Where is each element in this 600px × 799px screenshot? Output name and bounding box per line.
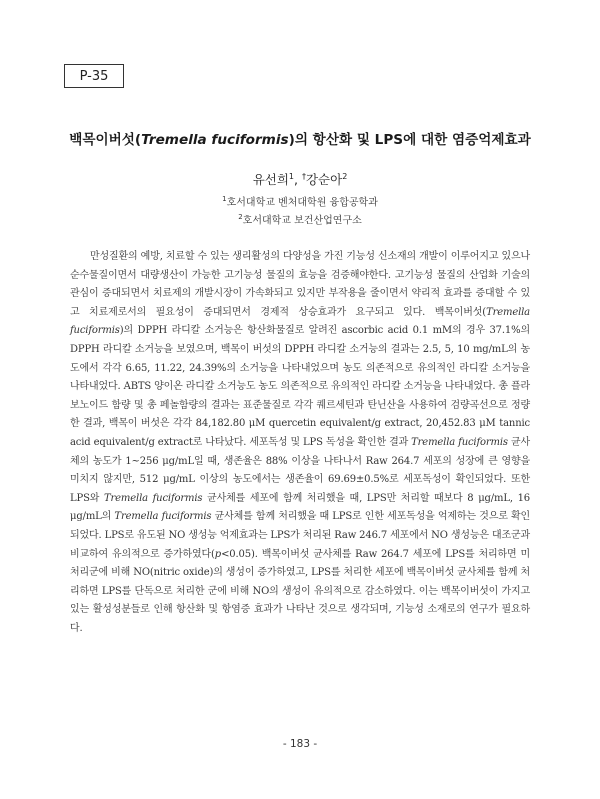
affil-text: 호서대학교 벤처대학원 융합공학과 [226,197,378,209]
corresponding-mark: † [301,171,306,181]
affil-text: 호서대학교 보건산업연구소 [242,215,362,227]
author-affil-mark: 2 [342,171,348,181]
affil-mark: 2 [238,213,243,222]
affiliation-line [0,192,600,210]
author-name: 유선희 [252,172,289,187]
page-number: - 183 - [282,738,318,750]
p-value-symbol: p [214,548,222,560]
poster-id-badge: P-35 [64,64,124,88]
species-name: Tremella fuciformis [114,511,212,523]
abstract-text: 균사체의 농도가 1~256 μg/mL일 때, 생존율은 88% 이상을 나타나서 Raw 264.7 세포의 성장에 큰 영향을 미치지 않지만, 512 μg/mL 이상의 농도에서는 생존율이 69.69±0.5%로 세포독성이 확인되었다. 또한 LPS와 [70,436,530,504]
title-prefix: 백목이버섯( [69,132,142,148]
abstract-text: 균사체를 함께 처리했을 때 LPS로 인한 세포독성을 억제하는 것으로 확인되었다. LPS로 유도된 NO 생성능 억제효과는 LPS가 처리된 Raw 246.7 세포에서 NO 생성능은 대조군과 비교하여 유의적으로 증가하였다( [70,511,531,560]
author-list: 유선희$^1$, †강순아$^2$ [252,171,348,187]
affiliation-line [0,210,600,228]
author-affil-mark: 1 [288,171,295,181]
species-name: Tremella fuciformis [411,436,508,448]
title-suffix: )의 항산화 및 LPS에 대한 염증억제효과 [288,132,531,148]
species-name: Tremella fuciformis [104,492,203,504]
species-name: Tremella fuciformis [70,306,530,337]
abstract-text: 균사체를 세포에 함께 처리했을 때, LPS만 처리할 때보다 8 μg/mL, 16 μg/mL의 [70,492,530,523]
author-name: 강순아 [305,172,343,187]
abstract-text: <0.05). 백목이버섯 균사체를 Raw 264.7 세포에 LPS를 처리하면 미처리군에 비해 NO(nitric oxide)의 생성이 증가하였고, LPS를 처리한 세포에 백목이버섯 균사체를 함께 처리하면 LPS를 단독으로 처리한 군에 비해 NO의 생성이 유의적으로 감소하였다. 이는 백목이버섯이 가지고 있는 활성성분들로 인해 항산화 및 항염증 효과가 나타난 것으로 생각되며, 기능성 소재로의 연구가 필요하다. [70,548,530,634]
affil-mark: 1 [222,195,227,203]
abstract-text: )의 DPPH 라디칼 소거능은 항산화물질로 알려진 ascorbic acid 0.1 mM의 경우 37.1%의 DPPH 라디칼 소거능을 보였으며, 백목이 버섯의 DPPH 라디칼 소거능의 결과는 2.5, 5, 10 mg/mL의 농도에서 각각 6.65, 11.22, 24.39%의 소거능을 나타내었으며 농도 의존적으로 유의적인 라디칼 소거능을 나타내었다. ABTS 양이온 라디칼 소거능도 농도 의존적으로 유의적인 라디칼 소거능을 나타내었다. 총 플라보노이드 함량 및 총 페놀함량의 결과는 표준물질로 각각 퀘르세틴과 탄닌산을 사용하여 검량곡선으로 정량한 결과, 백목이 버섯은 각각 84,182.80 μM quercetin equivalent/g extract, 20,452.83 μM tannic acid equivalent/g extract로 나타났다. 세포독성 및 LPS 독성을 확인한 결과 [70,325,530,448]
affiliation-list [0,192,600,229]
title-species: Tremella fuciformis [141,132,289,148]
paper-title [0,128,600,148]
abstract-text: 만성질환의 예방, 치료할 수 있는 생리활성의 다양성을 가진 기능성 신소재의 개발이 이루어지고 있으나 순수물질이면서 대량생산이 가능한 고기능성 물질의 효능을 검증해야한다. 고기능성 물질의 산업화 기술의 관심이 증대되면서 치료제의 개발시장이 가속화되고 있지만 부작용을 줄이면서 약리적 효과를 증대할 수 있고 치료제로서의 필요성이 증대되면서 경제적 상승효과가 요구되고 있다. 백목이버섯( [70,251,530,318]
abstract-body [70,248,530,638]
